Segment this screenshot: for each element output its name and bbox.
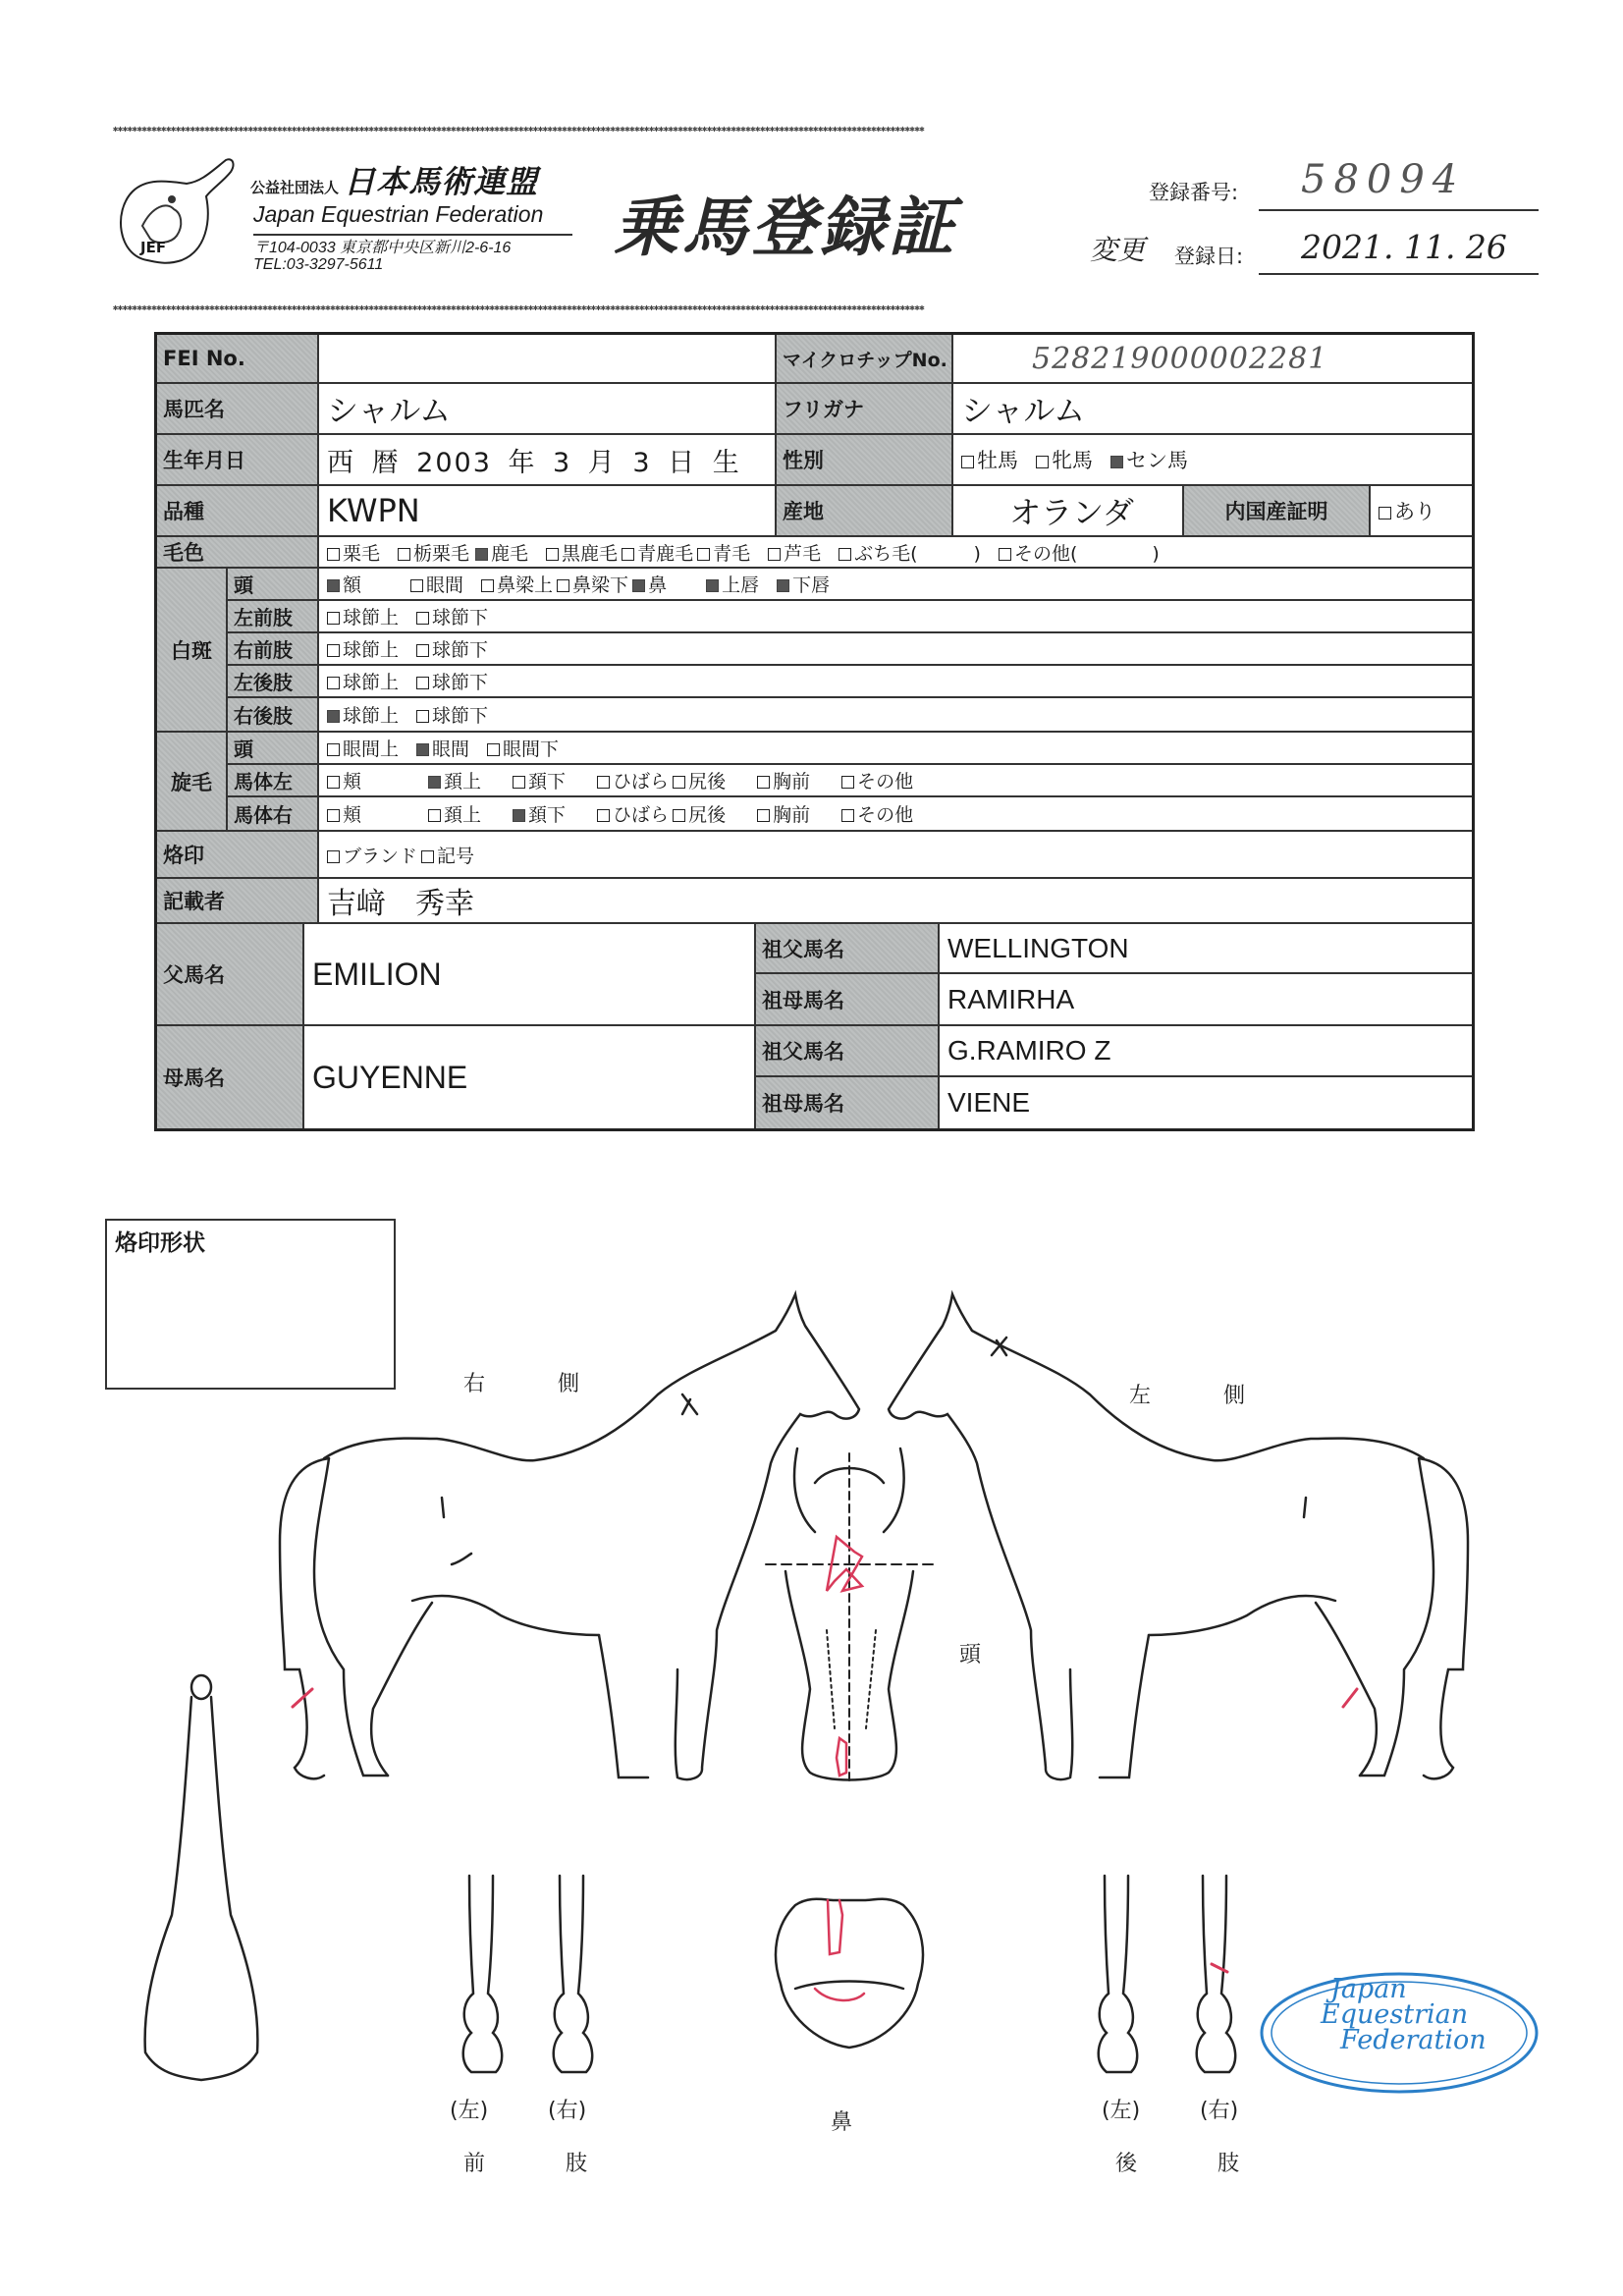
birth-date-value: 西 暦 2003 年 3 月 3 日 生 xyxy=(319,435,777,484)
coat-brown[interactable]: 青鹿毛 xyxy=(622,539,693,566)
whorl-between-eyes[interactable]: 眼間 xyxy=(416,735,469,761)
header-divider xyxy=(253,234,572,236)
whorl-right-lower-neck[interactable]: 頚下 xyxy=(513,800,566,827)
org-name-en: Japan Equestrian Federation xyxy=(253,201,544,227)
telephone: TEL:03-3297-5611 xyxy=(253,256,384,273)
sire-granddam-label: 祖母馬名 xyxy=(756,974,940,1024)
address: 〒104-0033 東京都中央区新川2-6-16 xyxy=(253,240,512,256)
fore-left-label: (左) xyxy=(450,2099,489,2123)
sire-grandsire-label: 祖父馬名 xyxy=(756,924,940,972)
recorder-value: 吉﨑 秀幸 xyxy=(327,887,474,921)
row-brand xyxy=(157,832,1472,879)
fore-label-1: 前 xyxy=(463,2152,486,2176)
white-markings-label: 白斑 xyxy=(157,569,228,731)
whorl-above-eyes[interactable]: 眼間上 xyxy=(327,735,399,761)
dam-granddam-label: 祖母馬名 xyxy=(756,1077,940,1128)
coat-other[interactable]: その他( ) xyxy=(999,539,1160,566)
sire-grandsire-value: WELLINGTON xyxy=(947,932,1129,963)
stamp-line-3: Federation xyxy=(1340,2025,1487,2055)
brand-label: 烙印 xyxy=(157,832,319,877)
whorl-body-left-label: 馬体左 xyxy=(228,765,319,795)
whorl-left-upper-neck[interactable]: 頚上 xyxy=(428,767,481,793)
coat-pinto[interactable]: ぶち毛( ) xyxy=(839,539,981,566)
stamp-line-2: Equestrian xyxy=(1321,1999,1469,2030)
microchip-label: マイクロチップNo. xyxy=(777,335,953,382)
whorl-body-right-label: 馬体右 xyxy=(228,797,319,830)
left-hind-above-fetlock[interactable]: 球節上 xyxy=(327,668,399,694)
sire-granddam-value: RAMIRHA xyxy=(947,983,1075,1014)
marking-lower-bridge[interactable]: 鼻梁下 xyxy=(557,571,628,597)
registration-form-table xyxy=(154,332,1475,1131)
whorl-right-cheek[interactable]: 頬 xyxy=(327,800,361,827)
right-fore-above-fetlock[interactable]: 球節上 xyxy=(327,635,399,662)
whorl-right-upper-neck[interactable]: 頚上 xyxy=(428,800,481,827)
white-marking-row-right-fore xyxy=(228,633,1472,666)
white-markings-section xyxy=(157,569,1472,733)
jef-stamp xyxy=(1257,1969,1542,2097)
dam-grandsire-label: 祖父馬名 xyxy=(756,1026,940,1075)
top-view-body-icon xyxy=(145,1675,258,2080)
front-head-icon xyxy=(766,1449,933,1782)
whorl-right-flank[interactable]: ひばら xyxy=(597,800,669,827)
marking-lower-lip[interactable]: 下唇 xyxy=(777,571,830,597)
registration-number: 58094 xyxy=(1301,157,1466,202)
muzzle-icon xyxy=(776,1899,923,2048)
row-name xyxy=(157,384,1472,435)
row-dam xyxy=(157,1026,1472,1128)
coat-grey[interactable]: 芦毛 xyxy=(768,539,821,566)
left-hind-below-fetlock[interactable]: 球節下 xyxy=(416,668,488,694)
org-type: 公益社団法人 xyxy=(250,179,340,196)
registration-date: 2021. 11. 26 xyxy=(1301,228,1507,266)
hind-label-2: 肢 xyxy=(1217,2152,1240,2176)
whorl-right-rear[interactable]: 尻後 xyxy=(673,800,726,827)
row-birth-sex xyxy=(157,435,1472,486)
sex-label: 性別 xyxy=(777,435,953,484)
document-title: 乗馬登録証 xyxy=(614,190,957,265)
whorl-left-other[interactable]: その他 xyxy=(841,767,913,793)
brand-option-symbol[interactable]: 記号 xyxy=(421,842,474,868)
white-marking-row-right-hind xyxy=(228,698,1472,731)
stamp-text xyxy=(1311,1974,1487,2055)
origin-label: 産地 xyxy=(777,486,953,535)
stamp-line-1: Japan xyxy=(1330,1974,1407,2004)
row-breed-origin xyxy=(157,486,1472,537)
whorl-left-flank[interactable]: ひばら xyxy=(597,767,669,793)
row-recorder xyxy=(157,879,1472,924)
marking-nose[interactable]: 鼻 xyxy=(632,571,667,597)
org-address xyxy=(253,240,511,273)
left-fore-below-fetlock[interactable]: 球節下 xyxy=(416,603,488,629)
whorl-left-cheek[interactable]: 頬 xyxy=(327,767,361,793)
fore-legs-icon xyxy=(463,1876,592,2072)
coat-chestnut[interactable]: 栗毛 xyxy=(327,539,380,566)
origin-value: オランダ xyxy=(953,486,1184,535)
marking-forehead[interactable]: 額 xyxy=(327,571,361,597)
row-sire xyxy=(157,924,1472,1026)
whorl-row-head xyxy=(228,733,1472,765)
hind-label-1: 後 xyxy=(1115,2152,1138,2176)
registration-number-label: 登録番号: xyxy=(1149,181,1239,204)
fore-right-label: (右) xyxy=(548,2099,587,2123)
fore-label-2: 肢 xyxy=(566,2152,588,2176)
whorls-label: 旋毛 xyxy=(157,733,228,830)
registration-date-label: 登録日: xyxy=(1174,245,1244,268)
brand-shape-label: 烙印形状 xyxy=(115,1230,205,1256)
head-label: 頭 xyxy=(959,1643,982,1667)
whorl-row-body-left xyxy=(228,765,1472,797)
sex-option-mare[interactable]: 牝馬 xyxy=(1036,445,1093,474)
org-header xyxy=(250,157,538,202)
dam-label: 母馬名 xyxy=(157,1026,304,1128)
marking-upper-bridge[interactable]: 鼻梁上 xyxy=(481,571,553,597)
whorl-row-body-right xyxy=(228,797,1472,830)
whorl-head-label: 頭 xyxy=(228,733,319,763)
whorls-section xyxy=(157,733,1472,832)
whorl-left-lower-neck[interactable]: 頚下 xyxy=(513,767,566,793)
sire-value: EMILION xyxy=(304,924,756,1024)
whorl-left-rear[interactable]: 尻後 xyxy=(673,767,726,793)
right-hind-below-fetlock[interactable]: 球節下 xyxy=(416,701,488,728)
horse-name-value: シャルム xyxy=(319,384,777,433)
domestic-cert-option[interactable]: あり xyxy=(1379,496,1435,525)
left-fore-above-fetlock[interactable]: 球節上 xyxy=(327,603,399,629)
left-side-label: 左 側 xyxy=(1129,1384,1248,1408)
microchip-value: 528219000002281 xyxy=(1032,341,1328,376)
row-fei-microchip xyxy=(157,335,1472,384)
marking-between-eyes[interactable]: 眼間 xyxy=(410,571,463,597)
registration-date-underline xyxy=(1259,273,1539,275)
sex-options xyxy=(953,435,1472,484)
coat-color-label: 毛色 xyxy=(157,537,319,567)
brand-option-brand[interactable]: ブランド xyxy=(327,842,417,868)
horse-name-label: 馬匹名 xyxy=(157,384,319,433)
whorl-right-other[interactable]: その他 xyxy=(841,800,913,827)
hind-left-label: (左) xyxy=(1102,2099,1141,2123)
right-fore-below-fetlock[interactable]: 球節下 xyxy=(416,635,488,662)
right-hind-above-fetlock[interactable]: 球節上 xyxy=(327,701,399,728)
coat-liver-chestnut[interactable]: 栃栗毛 xyxy=(398,539,469,566)
coat-color-options xyxy=(319,537,1472,567)
dam-grandsire-value: G.RAMIRO Z xyxy=(947,1035,1111,1066)
jef-logo xyxy=(113,152,241,270)
white-marking-row-left-fore xyxy=(228,601,1472,633)
row-coat-color xyxy=(157,537,1472,569)
dam-granddam-value: VIENE xyxy=(947,1087,1031,1118)
logo-text: JEF xyxy=(140,239,167,256)
white-marking-row-head xyxy=(228,569,1472,601)
furigana-value: シャルム xyxy=(961,392,1086,429)
white-marking-head-label: 頭 xyxy=(228,569,319,599)
coat-bay[interactable]: 鹿毛 xyxy=(475,539,528,566)
birth-date-label: 生年月日 xyxy=(157,435,319,484)
decorative-border-bottom: ✱✱✱✱✱✱✱✱✱✱✱✱✱✱✱✱✱✱✱✱✱✱✱✱✱✱✱✱✱✱✱✱✱✱✱✱✱✱✱✱✱✱✱✱✱✱✱✱✱✱✱✱✱✱✱✱✱✱✱✱✱✱✱✱✱✱✱✱✱✱✱✱✱✱✱✱✱✱✱✱✱✱✱✱✱✱✱✱✱✱✱✱✱✱✱✱✱✱✱✱✱✱✱✱✱✱✱✱✱✱✱✱✱✱✱✱✱✱✱✱✱✱✱✱✱✱✱✱✱✱✱✱✱✱✱✱✱✱✱✱✱✱✱✱✱✱✱✱✱✱✱✱✱✱✱✱✱✱✱✱✱✱✱✱✱✱✱✱ xyxy=(113,304,925,312)
org-name-jp: 日本馬術連盟 xyxy=(344,163,539,200)
marking-upper-lip[interactable]: 上唇 xyxy=(706,571,759,597)
left-side-horse-icon xyxy=(889,1294,1468,1779)
right-side-label: 右 側 xyxy=(463,1372,582,1396)
decorative-border-top: ✱✱✱✱✱✱✱✱✱✱✱✱✱✱✱✱✱✱✱✱✱✱✱✱✱✱✱✱✱✱✱✱✱✱✱✱✱✱✱✱✱✱✱✱✱✱✱✱✱✱✱✱✱✱✱✱✱✱✱✱✱✱✱✱✱✱✱✱✱✱✱✱✱✱✱✱✱✱✱✱✱✱✱✱✱✱✱✱✱✱✱✱✱✱✱✱✱✱✱✱✱✱✱✱✱✱✱✱✱✱✱✱✱✱✱✱✱✱✱✱✱✱✱✱✱✱✱✱✱✱✱✱✱✱✱✱✱✱✱✱✱✱✱✱✱✱✱✱✱✱✱✱✱✱✱✱✱✱✱✱✱✱✱✱✱✱✱✱ xyxy=(113,126,925,134)
whorl-left-chest[interactable]: 胸前 xyxy=(757,767,810,793)
white-marking-left-hind-label: 左後肢 xyxy=(228,666,319,696)
whorl-right-chest[interactable]: 胸前 xyxy=(757,800,810,827)
furigana-label: フリガナ xyxy=(777,384,953,433)
white-marking-right-fore-label: 右前肢 xyxy=(228,633,319,664)
white-marking-right-hind-label: 右後肢 xyxy=(228,698,319,731)
coat-dark-bay[interactable]: 黒鹿毛 xyxy=(546,539,618,566)
hind-legs-icon xyxy=(1099,1876,1235,2072)
change-note: 変更 xyxy=(1090,234,1146,266)
breed-value: KWPN xyxy=(319,486,777,535)
whorl-below-eyes[interactable]: 眼間下 xyxy=(487,735,559,761)
fei-no-value xyxy=(319,335,777,382)
fei-no-label: FEI No. xyxy=(157,335,319,382)
right-side-horse-icon xyxy=(280,1294,859,1779)
breed-label: 品種 xyxy=(157,486,319,535)
registration-number-underline xyxy=(1259,209,1539,211)
sire-label: 父馬名 xyxy=(157,924,304,1024)
jef-saddle-logo-icon xyxy=(113,152,241,270)
muzzle-label: 鼻 xyxy=(831,2110,853,2135)
dam-value: GUYENNE xyxy=(304,1026,756,1128)
white-marking-left-fore-label: 左前肢 xyxy=(228,601,319,631)
sex-option-gelding[interactable]: セン馬 xyxy=(1110,445,1188,474)
white-marking-row-left-hind xyxy=(228,666,1472,698)
hind-right-label: (右) xyxy=(1200,2099,1239,2123)
coat-black[interactable]: 青毛 xyxy=(697,539,750,566)
recorder-label: 記載者 xyxy=(157,879,319,922)
domestic-cert-label: 内国産証明 xyxy=(1184,486,1371,535)
sex-option-stallion[interactable]: 牡馬 xyxy=(961,445,1018,474)
